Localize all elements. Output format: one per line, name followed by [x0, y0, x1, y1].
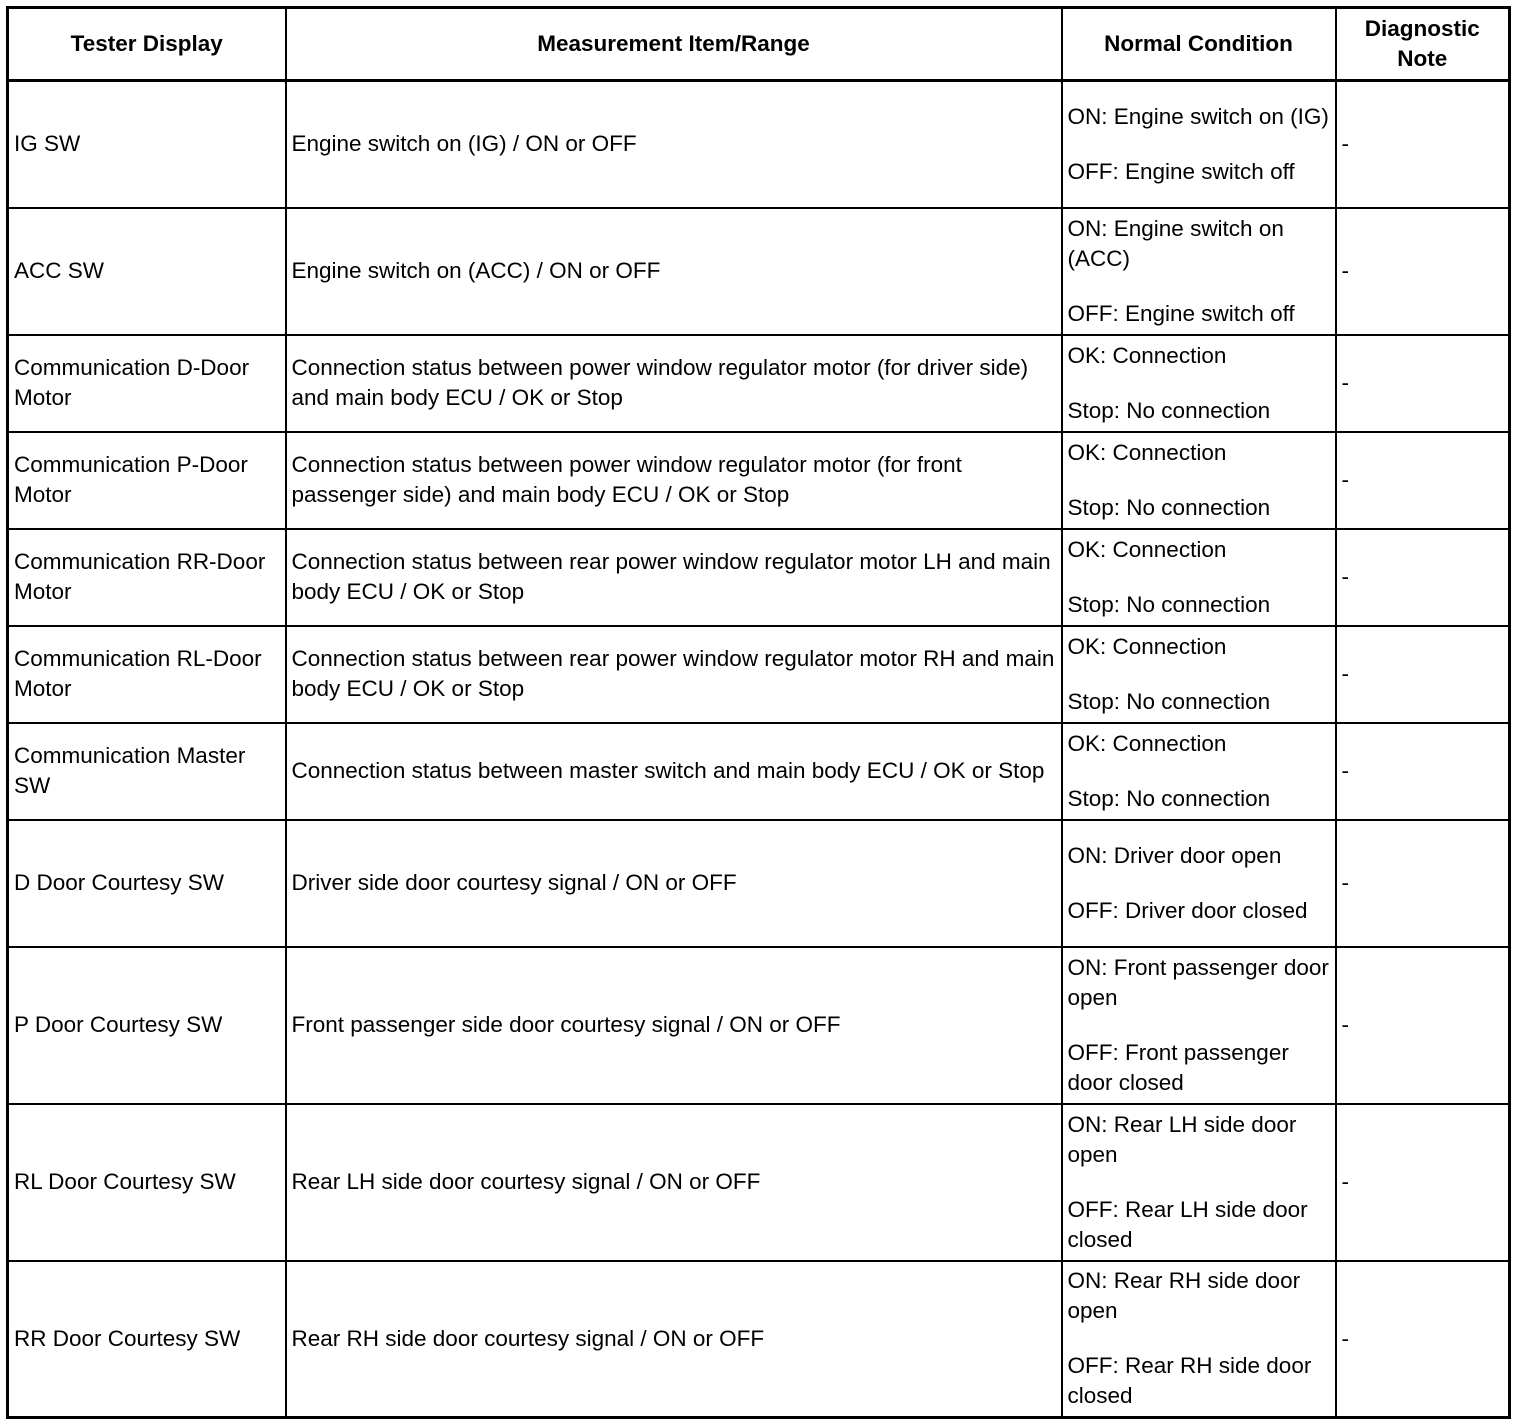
table-body	[8, 81, 1510, 1418]
cell-diagnostic-note: -	[1336, 335, 1510, 432]
cell-diagnostic-note: -	[1336, 208, 1510, 335]
cell-normal-condition	[1062, 335, 1336, 432]
condition-off: OFF: Driver door closed	[1067, 897, 1308, 923]
table-row	[8, 81, 1510, 208]
cell-tester-display: Communication RL-Door Motor	[8, 626, 286, 723]
table-row	[8, 947, 1510, 1104]
cell-measurement: Connection status between power window regulator motor (for front passenger side) and main body ECU / OK or Stop	[286, 432, 1062, 529]
cell-tester-display: D Door Courtesy SW	[8, 820, 286, 947]
cell-measurement: Connection status between rear power window regulator motor LH and main body ECU / OK or Stop	[286, 529, 1062, 626]
header-tester-display: Tester Display	[8, 8, 286, 81]
cell-diagnostic-note: -	[1336, 947, 1510, 1104]
cell-diagnostic-note: -	[1336, 432, 1510, 529]
table-row	[8, 432, 1510, 529]
condition-on: ON: Rear LH side door open	[1067, 1111, 1297, 1167]
cell-diagnostic-note: -	[1336, 626, 1510, 723]
cell-tester-display: P Door Courtesy SW	[8, 947, 286, 1104]
header-row	[8, 8, 1510, 81]
cell-diagnostic-note: -	[1336, 820, 1510, 947]
header-normal-condition: Normal Condition	[1062, 8, 1336, 81]
table-row	[8, 208, 1510, 335]
cell-normal-condition	[1062, 208, 1336, 335]
condition-off: OFF: Front passenger door closed	[1067, 1039, 1289, 1095]
data-list-table	[6, 6, 1511, 1419]
cell-tester-display: Communication P-Door Motor	[8, 432, 286, 529]
condition-stop: Stop: No connection	[1067, 397, 1271, 423]
cell-measurement: Connection status between master switch and main body ECU / OK or Stop	[286, 723, 1062, 820]
cell-measurement: Connection status between rear power window regulator motor RH and main body ECU / OK or Stop	[286, 626, 1062, 723]
condition-stop: Stop: No connection	[1067, 591, 1271, 617]
cell-normal-condition	[1062, 1261, 1336, 1418]
cell-normal-condition	[1062, 529, 1336, 626]
table-row	[8, 820, 1510, 947]
cell-normal-condition	[1062, 723, 1336, 820]
condition-off: OFF: Rear RH side door closed	[1067, 1353, 1312, 1409]
condition-stop: Stop: No connection	[1067, 688, 1271, 714]
cell-measurement: Driver side door courtesy signal / ON or OFF	[286, 820, 1062, 947]
cell-diagnostic-note: -	[1336, 1261, 1510, 1418]
cell-tester-display: ACC SW	[8, 208, 286, 335]
condition-on: ON: Front passenger door open	[1067, 954, 1329, 1010]
condition-stop: Stop: No connection	[1067, 494, 1271, 520]
cell-normal-condition	[1062, 81, 1336, 208]
condition-on: ON: Engine switch on (IG)	[1067, 103, 1329, 129]
condition-on: ON: Rear RH side door open	[1067, 1268, 1301, 1324]
cell-diagnostic-note: -	[1336, 529, 1510, 626]
cell-normal-condition	[1062, 626, 1336, 723]
condition-ok: OK: Connection	[1067, 633, 1227, 659]
cell-diagnostic-note: -	[1336, 723, 1510, 820]
table-row	[8, 335, 1510, 432]
condition-off: OFF: Engine switch off	[1067, 158, 1295, 184]
condition-ok: OK: Connection	[1067, 730, 1227, 756]
cell-normal-condition	[1062, 820, 1336, 947]
table-row	[8, 626, 1510, 723]
condition-on: ON: Engine switch on (ACC)	[1067, 215, 1284, 271]
cell-normal-condition	[1062, 947, 1336, 1104]
cell-measurement: Connection status between power window regulator motor (for driver side) and main body ECU / OK or Stop	[286, 335, 1062, 432]
cell-measurement: Rear LH side door courtesy signal / ON or OFF	[286, 1104, 1062, 1261]
cell-normal-condition	[1062, 1104, 1336, 1261]
cell-tester-display: Communication RR-Door Motor	[8, 529, 286, 626]
cell-tester-display: RL Door Courtesy SW	[8, 1104, 286, 1261]
table-row	[8, 1261, 1510, 1418]
condition-off: OFF: Rear LH side door closed	[1067, 1196, 1308, 1252]
cell-normal-condition	[1062, 432, 1336, 529]
condition-on: ON: Driver door open	[1067, 842, 1282, 868]
table-header	[8, 8, 1510, 81]
cell-tester-display: IG SW	[8, 81, 286, 208]
cell-measurement: Engine switch on (IG) / ON or OFF	[286, 81, 1062, 208]
cell-diagnostic-note: -	[1336, 81, 1510, 208]
table-row	[8, 723, 1510, 820]
cell-tester-display: Communication Master SW	[8, 723, 286, 820]
cell-diagnostic-note: -	[1336, 1104, 1510, 1261]
cell-tester-display: RR Door Courtesy SW	[8, 1261, 286, 1418]
table-row	[8, 1104, 1510, 1261]
cell-measurement: Engine switch on (ACC) / ON or OFF	[286, 208, 1062, 335]
cell-measurement: Front passenger side door courtesy signal / ON or OFF	[286, 947, 1062, 1104]
table-row	[8, 529, 1510, 626]
condition-ok: OK: Connection	[1067, 439, 1227, 465]
cell-measurement: Rear RH side door courtesy signal / ON or OFF	[286, 1261, 1062, 1418]
header-diagnostic-note: Diagnostic Note	[1336, 8, 1510, 81]
cell-tester-display: Communication D-Door Motor	[8, 335, 286, 432]
condition-ok: OK: Connection	[1067, 536, 1227, 562]
condition-stop: Stop: No connection	[1067, 785, 1271, 811]
header-measurement: Measurement Item/Range	[286, 8, 1062, 81]
condition-ok: OK: Connection	[1067, 342, 1227, 368]
condition-off: OFF: Engine switch off	[1067, 300, 1295, 326]
